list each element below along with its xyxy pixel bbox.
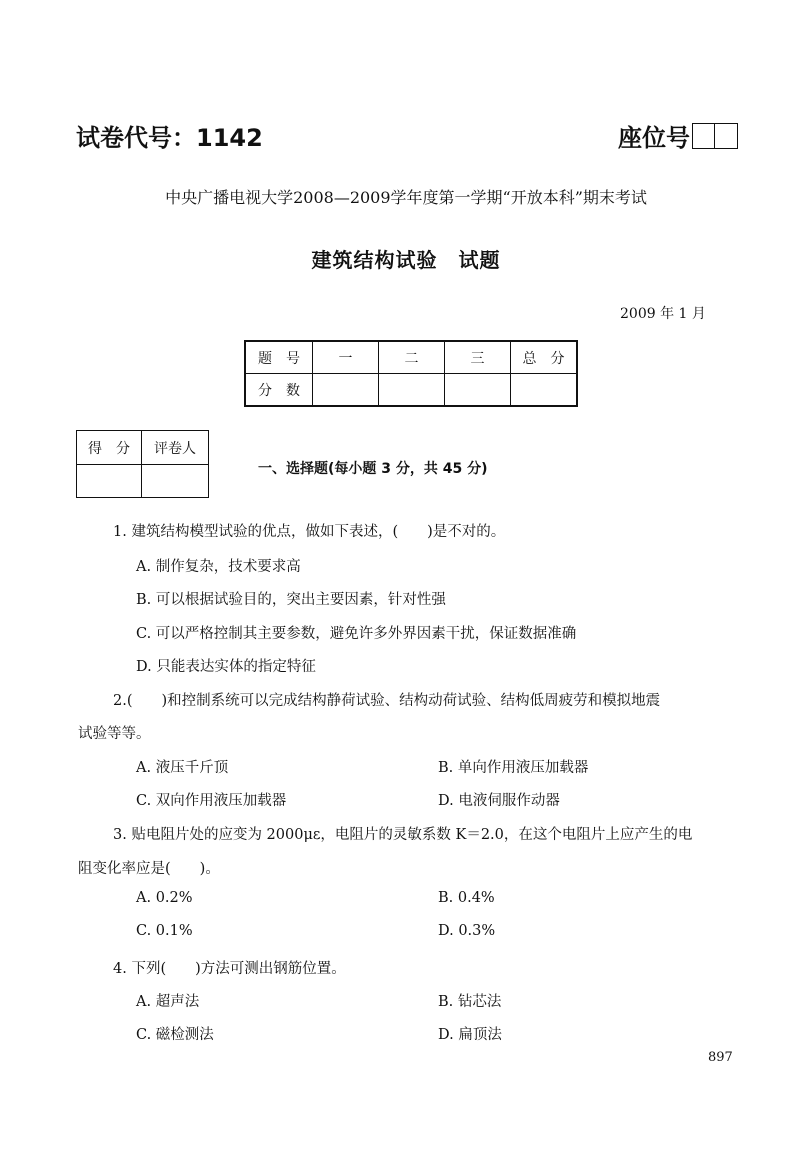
q4-option-b: B. 钻芯法 bbox=[438, 994, 502, 1010]
score-cell-q2: 二 bbox=[379, 341, 445, 374]
score-value-q1 bbox=[313, 374, 379, 407]
score-value-label: 分 数 bbox=[245, 374, 313, 407]
q4-option-c: C. 磁检测法 bbox=[136, 1027, 214, 1043]
q2-option-d: D. 电液伺服作动器 bbox=[438, 793, 560, 809]
seat-boxes bbox=[692, 123, 738, 149]
q1-option-b: B. 可以根据试验目的，突出主要因素，针对性强 bbox=[136, 592, 446, 608]
seat-box-1 bbox=[692, 123, 715, 149]
grader-score-value bbox=[77, 465, 142, 498]
q3-option-b: B. 0.4% bbox=[438, 890, 495, 906]
score-table-value-row bbox=[245, 374, 577, 407]
q2-stem-line2: 试验等等。 bbox=[78, 726, 151, 742]
q3-stem-line1: 3. 贴电阻片处的应变为 2000με，电阻片的灵敏系数 K＝2.0，在这个电阻片上应产生的电 bbox=[113, 827, 693, 843]
q3-stem-line2: 阻变化率应是( )。 bbox=[78, 861, 220, 877]
q2-option-a: A. 液压千斤顶 bbox=[136, 760, 229, 776]
seat-number-field bbox=[618, 118, 738, 153]
q1-stem: 1. 建筑结构模型试验的优点，做如下表述，( )是不对的。 bbox=[113, 524, 506, 540]
section-title: 一、选择题(每小题 3 分，共 45 分) bbox=[258, 461, 488, 477]
grader-header-row bbox=[77, 431, 209, 465]
q4-option-a: A. 超声法 bbox=[136, 994, 200, 1010]
grader-name-label: 评卷人 bbox=[142, 431, 209, 465]
score-table-header-row bbox=[245, 341, 577, 374]
score-cell-q3: 三 bbox=[445, 341, 511, 374]
score-cell-label: 题 号 bbox=[245, 341, 313, 374]
q1-option-d: D. 只能表达实体的指定特征 bbox=[136, 659, 316, 675]
score-value-q3 bbox=[445, 374, 511, 407]
q4-option-d: D. 扁顶法 bbox=[438, 1027, 502, 1043]
score-cell-total: 总 分 bbox=[511, 341, 578, 374]
score-cell-q1: 一 bbox=[313, 341, 379, 374]
grader-table bbox=[76, 430, 209, 498]
score-value-total bbox=[511, 374, 578, 407]
q3-option-d: D. 0.3% bbox=[438, 923, 496, 939]
exam-title: 中央广播电视大学2008—2009学年度第一学期“开放本科”期末考试 bbox=[165, 188, 647, 207]
seat-box-2 bbox=[715, 123, 738, 149]
q2-option-b: B. 单向作用液压加载器 bbox=[438, 760, 589, 776]
grader-score-label: 得 分 bbox=[77, 431, 142, 465]
q3-option-c: C. 0.1% bbox=[136, 923, 193, 939]
score-value-q2 bbox=[379, 374, 445, 407]
q2-stem-line1: 2.( )和控制系统可以完成结构静荷试验、结构动荷试验、结构低周疲劳和模拟地震 bbox=[113, 693, 661, 709]
exam-code: 试卷代号：1142 bbox=[76, 124, 263, 152]
exam-date: 2009 年 1 月 bbox=[620, 306, 706, 322]
grader-value-row bbox=[77, 465, 209, 498]
seat-label: 座位号 bbox=[618, 124, 690, 152]
q1-option-c: C. 可以严格控制其主要参数，避免许多外界因素干扰，保证数据准确 bbox=[136, 626, 577, 642]
q2-option-c: C. 双向作用液压加载器 bbox=[136, 793, 287, 809]
q1-option-a: A. 制作复杂，技术要求高 bbox=[136, 559, 301, 575]
subject-title: 建筑结构试验 试题 bbox=[311, 248, 501, 272]
q3-option-a: A. 0.2% bbox=[136, 890, 193, 906]
q4-stem: 4. 下列( )方法可测出钢筋位置。 bbox=[113, 961, 346, 977]
score-table bbox=[244, 340, 578, 407]
grader-name-value bbox=[142, 465, 209, 498]
page-number: 897 bbox=[708, 1050, 733, 1065]
